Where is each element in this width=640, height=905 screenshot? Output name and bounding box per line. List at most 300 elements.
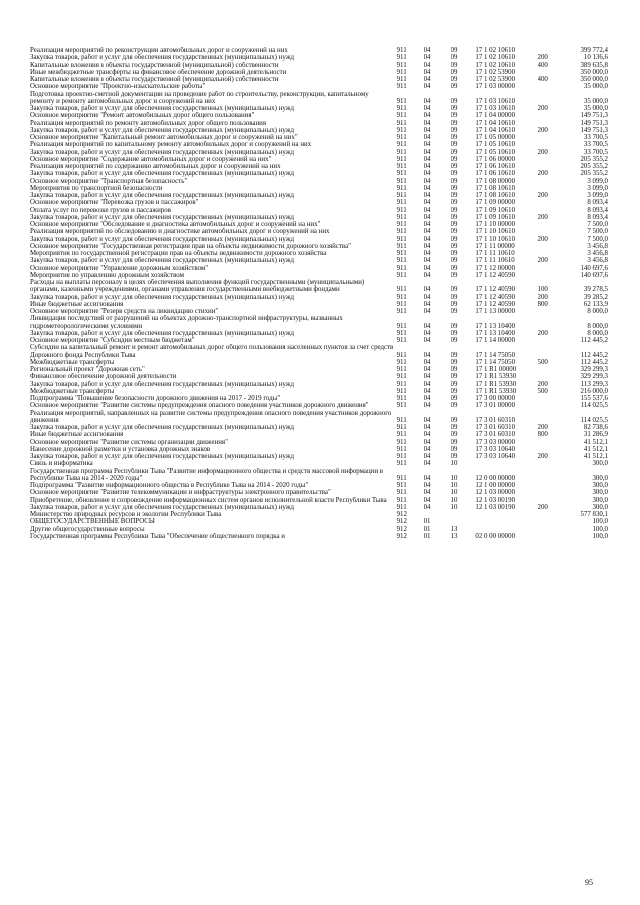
row-name: Подпрограмма "Повышение безопасности дорожного движения на 2017 - 2019 годы" — [30, 395, 281, 402]
row-name: Закупка товаров, работ и услуг для обеспечения государственных (муниципальных) нужд — [30, 235, 294, 243]
table-row — [30, 497, 608, 504]
ministry-code: 911 — [396, 424, 407, 431]
subsection-code: 09 — [450, 373, 458, 381]
ministry-code: 911 — [396, 496, 407, 504]
subsection-code: 09 — [450, 119, 458, 127]
ministry-code: 912 — [396, 532, 407, 540]
target-article-code: 17 1 04 10610 — [475, 119, 516, 127]
section-code: 04 — [423, 119, 431, 127]
section-code: 04 — [423, 300, 431, 308]
amount: 100,0 — [592, 532, 608, 540]
section-code: 04 — [423, 308, 431, 315]
row-name: Иные бюджетные ассигнования — [30, 300, 124, 308]
amount: 300,0 — [592, 474, 608, 482]
ministry-code: 911 — [396, 387, 407, 395]
amount: 389 635,8 — [580, 61, 608, 69]
table-row — [30, 460, 608, 467]
amount: 35 000,0 — [583, 97, 608, 105]
row-name: Связь и информатика — [30, 460, 93, 468]
ministry-code: 911 — [396, 134, 407, 141]
row-name: Капитальные вложения в объекты государственной (муниципальной) собственности — [30, 61, 279, 69]
subsection-code: 09 — [450, 380, 458, 388]
table-row — [30, 134, 608, 141]
ministry-code: 911 — [396, 83, 407, 91]
row-name: ОБЩЕГОСУДАРСТВЕННЫЕ ВОПРОСЫ — [30, 518, 155, 526]
subsection-code: 09 — [450, 76, 458, 83]
ministry-code: 911 — [396, 148, 407, 156]
subsection-code: 09 — [450, 235, 458, 243]
row-name: Мероприятия по государственной регистрации прав на объекты недвижимости дорожного хозяйства — [30, 250, 327, 257]
expense-type-code — [538, 439, 565, 446]
target-article-code: 17 1 11 00000 — [475, 242, 515, 250]
row-name: Другие общегосударственные вопросы — [30, 525, 145, 533]
ministry-code: 911 — [396, 213, 407, 221]
target-article-code: 17 1 12 00000 — [475, 264, 516, 272]
section-code: 04 — [423, 228, 431, 236]
subsection-code: 09 — [450, 257, 458, 265]
table-row — [30, 301, 608, 308]
section-code: 04 — [423, 105, 431, 112]
expense-type-code: 200 — [537, 148, 548, 156]
table-row — [30, 91, 608, 106]
ministry-code: 911 — [396, 177, 407, 185]
section-code: 04 — [423, 83, 431, 91]
target-article-code: 17 1 02 10610 — [475, 47, 516, 54]
target-article-code: 17 1 02 10610 — [475, 61, 516, 69]
table-row — [30, 243, 608, 250]
target-article-code: 17 3 03 00000 — [475, 438, 516, 446]
amount: 8 093,4 — [587, 199, 608, 207]
expense-type-code — [538, 69, 565, 76]
table-row — [30, 366, 608, 373]
row-name: Основное мероприятие "Развитие телекоммуникации и инфраструктуры электронного правительства" — [30, 489, 331, 497]
ministry-code: 911 — [396, 184, 407, 192]
target-article-code: 17 3 01 60310 — [475, 424, 516, 431]
ministry-code: 911 — [396, 351, 407, 359]
subsection-code: 09 — [450, 141, 458, 149]
expense-type-code — [538, 120, 565, 127]
target-article-code: 17 1 14 75050 — [475, 351, 516, 359]
section-code: 04 — [423, 257, 431, 265]
target-article-code: 17 3 01 60310 — [475, 431, 516, 439]
ministry-code: 911 — [396, 366, 407, 373]
subsection-code: 09 — [450, 112, 458, 120]
expense-type-code — [538, 497, 565, 504]
subsection-code: 09 — [450, 366, 458, 373]
section-code: 04 — [423, 192, 431, 199]
subsection-code: 09 — [450, 61, 458, 69]
expense-type-code: 200 — [537, 329, 548, 337]
subsection-code: 09 — [450, 68, 458, 76]
section-code: 04 — [423, 199, 431, 207]
subsection-code: 10 — [450, 496, 458, 504]
row-name: Расходы на выплаты персоналу в целях обеспечения выполнения функций государственными (муниципальными) органами, казенными учреждениями, органами управления государственными внебюджетными фондами — [30, 279, 365, 294]
ministry-code: 911 — [396, 119, 407, 127]
table-row — [30, 482, 608, 489]
expense-type-code — [538, 207, 565, 214]
table-row — [30, 185, 608, 192]
expense-type-code — [538, 250, 565, 257]
row-name: Основное мероприятие "Содержание автомобильных дорог и сооружений на них" — [30, 155, 272, 163]
expense-type-code — [538, 315, 565, 330]
row-name: Закупка товаров, работ и услуг для обеспечения государственных (муниципальных) нужд — [30, 170, 294, 178]
ministry-code: 911 — [396, 76, 407, 83]
row-name: Закупка товаров, работ и услуг для обеспечения государственных (муниципальных) нужд — [30, 293, 294, 301]
expense-type-code — [538, 410, 565, 425]
ministry-code: 911 — [396, 308, 407, 315]
target-article-code: 17 1 12 40590 — [475, 293, 516, 301]
amount: 205 355,2 — [580, 163, 608, 170]
amount: 3 099,0 — [587, 177, 608, 185]
target-article-code: 17 1 08 00000 — [475, 177, 516, 185]
ministry-code: 912 — [396, 525, 407, 533]
ministry-code: 911 — [396, 126, 407, 134]
subsection-code: 09 — [450, 453, 458, 460]
section-code: 04 — [423, 235, 431, 243]
amount: 329 299,3 — [580, 373, 608, 381]
amount: 149 751,3 — [580, 119, 608, 127]
row-name: Закупка товаров, работ и услуг для обеспечения государственных (муниципальных) нужд — [30, 329, 294, 337]
table-row — [30, 170, 608, 177]
subsection-code: 09 — [450, 221, 458, 228]
amount: 39 278,5 — [583, 286, 608, 294]
amount: 149 751,3 — [580, 112, 608, 120]
amount: 33 700,5 — [583, 134, 608, 141]
target-article-code: 17 3 01 60310 — [475, 416, 516, 424]
ministry-code: 911 — [396, 416, 407, 424]
target-article-code: 17 1 04 10610 — [475, 126, 516, 134]
table-row — [30, 76, 608, 83]
amount: 155 537,6 — [580, 395, 608, 402]
ministry-code: 911 — [396, 402, 407, 410]
table-row — [30, 402, 608, 409]
amount: 205 355,2 — [580, 170, 608, 178]
target-article-code: 17 3 03 10640 — [475, 445, 516, 453]
section-code: 04 — [423, 112, 431, 120]
row-name: Мероприятия по управлению дорожным хозяйством — [30, 271, 184, 279]
amount: 577 830,1 — [580, 511, 608, 518]
expense-type-code: 200 — [537, 192, 548, 199]
table-row — [30, 62, 608, 69]
table-row — [30, 149, 608, 156]
amount: 113 299,3 — [580, 380, 608, 388]
expense-type-code — [538, 366, 565, 373]
target-article-code: 12 0 00 00000 — [475, 474, 516, 482]
ministry-code: 911 — [396, 257, 407, 265]
section-code: 04 — [423, 76, 431, 83]
row-name: Нанесение дорожной разметки и установка дорожных знаков — [30, 445, 211, 453]
target-article-code: 17 1 05 10610 — [475, 141, 516, 149]
ministry-code: 911 — [396, 453, 407, 460]
subsection-code: 10 — [450, 482, 458, 489]
section-code: 04 — [423, 126, 431, 134]
table-row — [30, 344, 608, 359]
subsection-code: 09 — [450, 206, 458, 214]
expense-type-code: 800 — [537, 431, 548, 439]
row-name: Закупка товаров, работ и услуг для обеспечения государственных (муниципальных) нужд — [30, 192, 294, 199]
target-article-code: 17 1 10 10610 — [475, 235, 516, 243]
target-article-code: 17 1 R1 53930 — [475, 373, 517, 381]
section-code: 04 — [423, 148, 431, 156]
amount: 35 000,0 — [583, 105, 608, 112]
target-article-code: 17 1 12 40590 — [475, 271, 516, 279]
row-name: Основное мероприятие "Обследование и диагностика автомобильных дорог и сооружений на них" — [30, 221, 321, 228]
ministry-code: 911 — [396, 395, 407, 402]
section-code: 04 — [423, 134, 431, 141]
expense-type-code — [538, 518, 565, 525]
row-name: Подготовка проектно-сметной документации на проведение работ по строительству, реконструкции, капитальному ремонту и ремонту автомобильных дорог и сооружений на них — [30, 90, 369, 105]
amount: 35 000,0 — [583, 83, 608, 91]
expense-type-code — [538, 489, 565, 496]
expense-type-code — [538, 446, 565, 453]
ministry-code: 911 — [396, 482, 407, 489]
table-row — [30, 381, 608, 388]
subsection-code: 09 — [450, 264, 458, 272]
table-row — [30, 526, 608, 533]
subsection-code: 09 — [450, 184, 458, 192]
ministry-code: 911 — [396, 329, 407, 337]
amount: 41 512,1 — [583, 453, 608, 460]
expense-type-code — [538, 185, 565, 192]
row-name: Закупка товаров, работ и услуг для обеспечения государственных (муниципальных) нужд — [30, 257, 294, 265]
ministry-code: 911 — [396, 105, 407, 112]
row-name: Реализация мероприятий по содержанию автомобильных дорог и сооружений на них — [30, 163, 281, 170]
expense-type-code — [538, 141, 565, 148]
subsection-code: 09 — [450, 213, 458, 221]
row-name: Основное мероприятие "Транспортная безопасность" — [30, 177, 188, 185]
ministry-code: 911 — [396, 250, 407, 257]
expense-type-code: 100 — [537, 286, 548, 294]
table-row — [30, 265, 608, 272]
target-article-code — [475, 518, 537, 525]
table-row — [30, 388, 608, 395]
ministry-code: 911 — [396, 112, 407, 120]
row-name: Подпрограмма "Развитие информационного общества в Республике Тыва на 2014 - 2020 годы" — [30, 482, 309, 489]
target-article-code: 17 1 12 40590 — [475, 300, 516, 308]
row-name: Основное мероприятие "Резерв средств на ликвидацию стихии" — [30, 308, 219, 315]
subsection-code: 09 — [450, 293, 458, 301]
table-row — [30, 308, 608, 315]
amount: 300,0 — [592, 489, 608, 497]
section-code — [424, 511, 451, 518]
table-row — [30, 112, 608, 119]
section-code: 04 — [423, 61, 431, 69]
expense-type-code — [538, 272, 565, 279]
expense-type-code — [538, 265, 565, 272]
expense-type-code — [538, 91, 565, 106]
expense-type-code: 200 — [537, 54, 548, 62]
section-code: 04 — [423, 460, 431, 468]
ministry-code: 911 — [396, 445, 407, 453]
expense-type-code — [538, 178, 565, 185]
target-article-code: 17 1 11 10610 — [475, 257, 515, 265]
row-name: Государственная программа Республики Тыва "Развитие информационного общества и средств массовой информации в Республике Тыва на 2014 - 2020 годы" — [30, 467, 384, 482]
ministry-code: 911 — [396, 163, 407, 170]
amount: 112 445,2 — [580, 351, 608, 359]
expense-type-code — [538, 460, 565, 467]
section-code: 04 — [423, 438, 431, 446]
table-row — [30, 47, 608, 54]
table-row — [30, 250, 608, 257]
target-article-code: 12 1 00 00000 — [475, 482, 516, 489]
table-row — [30, 54, 608, 61]
section-code: 04 — [423, 366, 431, 373]
amount: 140 697,6 — [580, 271, 608, 279]
section-code: 04 — [423, 141, 431, 149]
amount: 41 512,1 — [583, 445, 608, 453]
table-row — [30, 294, 608, 301]
ministry-code: 911 — [396, 155, 407, 163]
ministry-code: 911 — [396, 300, 407, 308]
row-name: Государственная программа Республики Тыва "Обеспечение общественного порядка и — [30, 532, 285, 540]
amount: 350 000,0 — [580, 76, 608, 83]
expense-type-code — [538, 112, 565, 119]
target-article-code — [475, 460, 537, 467]
row-name: Основное мероприятие "Проектно-изыскательские работы" — [30, 83, 206, 91]
section-code: 04 — [423, 489, 431, 497]
row-name: Реализация мероприятий по капитальному ремонту автомобильных дорог и сооружений на них — [30, 141, 312, 149]
amount: 149 751,3 — [580, 126, 608, 134]
table-row — [30, 178, 608, 185]
row-name: Основное мероприятие "Капитальный ремонт автомобильных дорог и сооружений на них" — [30, 134, 298, 141]
amount: 100,0 — [592, 525, 608, 533]
amount: 112 445,2 — [580, 337, 608, 344]
subsection-code: 09 — [450, 438, 458, 446]
target-article-code: 17 1 R1 53930 — [475, 380, 517, 388]
expense-type-code: 200 — [537, 105, 548, 112]
amount: 7 500,0 — [587, 228, 608, 236]
target-article-code: 17 1 08 10610 — [475, 184, 516, 192]
row-name: Субсидии на капитальный ремонт и ремонт автомобильных дорог общего пользования населенных пунктов за счет средств Дорожного фонда Республики Тыва — [30, 344, 394, 359]
expense-type-code — [538, 134, 565, 141]
target-article-code: 17 1 03 10610 — [475, 105, 516, 112]
subsection-code: 09 — [450, 402, 458, 410]
target-article-code: 17 1 08 10610 — [475, 192, 516, 199]
target-article-code: 17 3 00 00000 — [475, 395, 516, 402]
table-row — [30, 337, 608, 344]
section-code: 04 — [423, 329, 431, 337]
subsection-code: 10 — [450, 503, 458, 511]
ministry-code: 911 — [396, 293, 407, 301]
amount: 62 133,9 — [583, 300, 608, 308]
amount: 31 286,9 — [583, 431, 608, 439]
subsection-code: 09 — [450, 134, 458, 141]
target-article-code: 17 1 02 10610 — [475, 54, 516, 62]
target-article-code: 12 1 03 00000 — [475, 489, 516, 497]
table-row — [30, 236, 608, 243]
table-row — [30, 446, 608, 453]
row-name: Закупка товаров, работ и услуг для обеспечения государственных (муниципальных) нужд — [30, 380, 294, 388]
amount: 140 697,6 — [580, 264, 608, 272]
subsection-code: 13 — [450, 525, 458, 533]
row-name: Капитальные вложения в объекты государственной (муниципальной) собственности — [30, 76, 279, 83]
expense-type-code — [538, 511, 565, 518]
target-article-code: 17 1 11 10610 — [475, 250, 515, 257]
expense-type-code: 200 — [537, 453, 548, 460]
section-code: 04 — [423, 47, 431, 54]
target-article-code: 17 1 12 40590 — [475, 286, 516, 294]
target-article-code: 17 1 06 10610 — [475, 163, 516, 170]
row-name: Закупка товаров, работ и услуг для обеспечения государственных (муниципальных) нужд — [30, 213, 294, 221]
target-article-code: 17 1 03 00000 — [475, 83, 516, 91]
target-article-code: 17 1 10 00000 — [475, 221, 516, 228]
amount: 33 700,5 — [583, 141, 608, 149]
ministry-code: 911 — [396, 68, 407, 76]
subsection-code: 09 — [450, 308, 458, 315]
subsection-code: 09 — [450, 163, 458, 170]
subsection-code: 09 — [450, 416, 458, 424]
page-number: 95 — [585, 878, 593, 887]
ministry-code: 911 — [396, 228, 407, 236]
section-code: 01 — [423, 525, 431, 533]
row-name: Межбюджетные трансферты — [30, 358, 115, 366]
table-row — [30, 468, 608, 483]
target-article-code: 17 1 02 53900 — [475, 76, 516, 83]
amount: 300,0 — [592, 503, 608, 511]
amount: 3 456,8 — [587, 257, 608, 265]
ministry-code: 911 — [396, 97, 407, 105]
amount: 399 772,4 — [580, 47, 608, 54]
table-row — [30, 141, 608, 148]
section-code: 04 — [423, 445, 431, 453]
target-article-code: 17 1 R1 00000 — [475, 366, 517, 373]
section-code: 01 — [423, 518, 431, 526]
row-name: Реализация мероприятий по ремонту автомобильных дорог общего пользования — [30, 119, 267, 127]
expense-type-code — [538, 156, 565, 163]
subsection-code: 09 — [450, 105, 458, 112]
target-article-code: 17 1 09 10610 — [475, 213, 516, 221]
amount: 300,0 — [592, 482, 608, 489]
amount: 300,0 — [592, 460, 608, 468]
expense-type-code — [538, 308, 565, 315]
budget-table-page — [30, 47, 608, 540]
section-code: 04 — [423, 496, 431, 504]
subsection-code: 09 — [450, 337, 458, 344]
amount: 8 000,0 — [587, 322, 608, 330]
target-article-code: 17 1 10 10610 — [475, 228, 516, 236]
subsection-code: 10 — [450, 489, 458, 497]
subsection-code: 09 — [450, 54, 458, 62]
ministry-code: 911 — [396, 460, 407, 468]
row-name: Финансовое обеспечение дорожной деятельности — [30, 373, 177, 381]
target-article-code — [475, 511, 537, 518]
row-name: Региональный проект "Дорожная сеть" — [30, 366, 145, 373]
table-row — [30, 127, 608, 134]
row-name: Иные межбюджетные трансферты на финансовое обеспечение дорожной деятельности — [30, 68, 287, 76]
section-code: 04 — [423, 293, 431, 301]
section-code: 01 — [423, 532, 431, 540]
section-code: 04 — [423, 242, 431, 250]
amount: 8 000,0 — [587, 329, 608, 337]
target-article-code: 17 1 R1 53930 — [475, 387, 517, 395]
table-row — [30, 373, 608, 380]
ministry-code: 911 — [396, 192, 407, 199]
table-row — [30, 279, 608, 294]
target-article-code: 17 1 13 10400 — [475, 329, 516, 337]
table-row — [30, 207, 608, 214]
expense-type-code: 400 — [537, 76, 548, 83]
table-row — [30, 257, 608, 264]
section-code: 04 — [423, 286, 431, 294]
target-article-code: 17 3 03 10640 — [475, 453, 516, 460]
expense-type-code — [538, 243, 565, 250]
row-name: Реализация мероприятий, направленных на развитие системы предупреждения опасного поведения участников дорожного движения — [30, 409, 392, 424]
table-row — [30, 453, 608, 460]
ministry-code: 911 — [396, 264, 407, 272]
section-code: 04 — [423, 474, 431, 482]
subsection-code: 09 — [450, 242, 458, 250]
section-code: 04 — [423, 322, 431, 330]
